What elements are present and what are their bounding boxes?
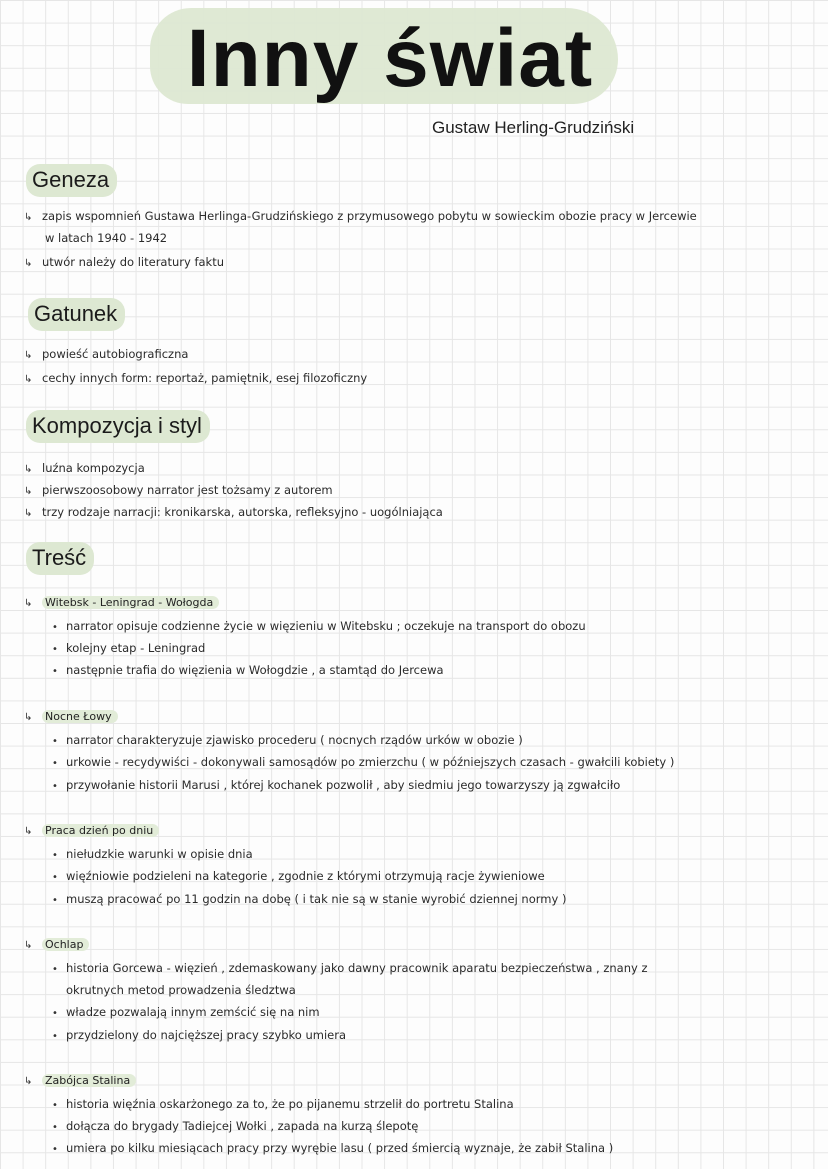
group-label: Witebsk - Leningrad - Wołogda: [42, 596, 219, 609]
group-label-row: [24, 822, 159, 840]
bullet-icon: •: [52, 736, 58, 747]
list-item: • historia więźnia oskarżonego za to, że po pijanemu strzelił do portretu Stalina: [52, 1096, 514, 1114]
group-label: Ochlap: [42, 938, 89, 951]
list-item: • niełudzkie warunki w opisie dnia: [52, 846, 253, 864]
bullet-icon: •: [52, 666, 58, 677]
list-item: • przywołanie historii Marusi , której kochanek pozwolił , aby siedmiu jego towarzyszy ją zgwałciło: [52, 777, 620, 795]
list-item: okrutnych metod prowadzenia śledztwa: [66, 983, 296, 997]
heading-kompozycja: Kompozycja i styl: [26, 410, 210, 443]
page-title: Inny świat: [186, 13, 594, 104]
arrow-icon: ↳: [24, 350, 33, 361]
arrow-icon: ↳: [24, 1076, 33, 1087]
list-item: ↳ zapis wspomnień Gustawa Herlinga-Grudzińskiego z przymusowego pobytu w sowieckim obozie pracy w Jercewie: [24, 208, 697, 226]
bullet-icon: •: [52, 1100, 58, 1111]
heading-geneza: Geneza: [26, 164, 117, 197]
list-item: • muszą pracować po 11 godzin na dobę ( i tak nie są w stanie wyrobić dziennej normy ): [52, 891, 566, 909]
list-item: • przydzielony do najcięższej pracy szybko umiera: [52, 1027, 346, 1045]
arrow-icon: ↳: [24, 940, 33, 951]
arrow-icon: ↳: [24, 374, 33, 385]
bullet-icon: •: [52, 964, 58, 975]
list-item: ↳ luźna kompozycja: [24, 460, 145, 478]
heading-gatunek: Gatunek: [28, 298, 125, 331]
bullet-icon: •: [52, 850, 58, 861]
group-label-row: [24, 594, 219, 612]
bullet-icon: •: [52, 895, 58, 906]
group-label-row: [24, 936, 89, 954]
list-item: • władze pozwalają innym zemścić się na nim: [52, 1004, 320, 1022]
list-item: ↳ trzy rodzaje narracji: kronikarska, autorska, refleksyjno - uogólniająca: [24, 504, 443, 522]
group-label: Praca dzień po dniu: [42, 824, 159, 837]
arrow-icon: ↳: [24, 212, 33, 223]
arrow-icon: ↳: [24, 826, 33, 837]
group-label: Zabójca Stalina: [42, 1074, 136, 1087]
list-item: ↳ powieść autobiograficzna: [24, 346, 188, 364]
bullet-icon: •: [52, 1122, 58, 1133]
arrow-icon: ↳: [24, 598, 33, 609]
bullet-icon: •: [52, 758, 58, 769]
bullet-icon: •: [52, 1031, 58, 1042]
list-item: • kolejny etap - Leningrad: [52, 640, 205, 658]
bullet-icon: •: [52, 872, 58, 883]
bullet-icon: •: [52, 1008, 58, 1019]
list-item: • następnie trafia do więzienia w Wołogdzie , a stamtąd do Jercewa: [52, 662, 444, 680]
list-item: • więźniowie podzieleni na kategorie , zgodnie z którymi otrzymują racje żywieniowe: [52, 868, 545, 886]
arrow-icon: ↳: [24, 258, 33, 269]
arrow-icon: ↳: [24, 486, 33, 497]
list-item: w latach 1940 - 1942: [45, 231, 168, 245]
list-item: ↳ utwór należy do literatury faktu: [24, 254, 224, 272]
group-label-row: [24, 708, 118, 726]
bullet-icon: •: [52, 1144, 58, 1155]
list-item: • narrator charakteryzuje zjawisko procederu ( nocnych rządów urków w obozie ): [52, 732, 523, 750]
list-item: • umiera po kilku miesiącach pracy przy wyrębie lasu ( przed śmiercią wyznaje, że zabił Stalina ): [52, 1140, 613, 1158]
list-item: • urkowie - recydywiści - dokonywali samosądów po zmierzchu ( w późniejszych czasach - gwałcili kobiety ): [52, 754, 674, 772]
arrow-icon: ↳: [24, 464, 33, 475]
author-name: Gustaw Herling-Grudziński: [432, 118, 635, 137]
list-item: ↳ cechy innych form: reportaż, pamiętnik, esej filozoficzny: [24, 370, 367, 388]
group-label-row: [24, 1072, 136, 1090]
bullet-icon: •: [52, 622, 58, 633]
list-item: • historia Gorcewa - więzień , zdemaskowany jako dawny pracownik aparatu bezpieczeństwa , znany z: [52, 960, 648, 978]
bullet-icon: •: [52, 781, 58, 792]
arrow-icon: ↳: [24, 712, 33, 723]
bullet-icon: •: [52, 644, 58, 655]
list-item: • dołącza do brygady Tadiejcej Wołki , zapada na kurzą ślepotę: [52, 1118, 418, 1136]
group-label: Nocne Łowy: [42, 710, 118, 723]
arrow-icon: ↳: [24, 508, 33, 519]
list-item: ↳ pierwszoosobowy narrator jest tożsamy z autorem: [24, 482, 333, 500]
heading-tresc: Treść: [26, 542, 94, 575]
list-item: • narrator opisuje codzienne życie w więzieniu w Witebsku ; oczekuje na transport do obozu: [52, 618, 586, 636]
